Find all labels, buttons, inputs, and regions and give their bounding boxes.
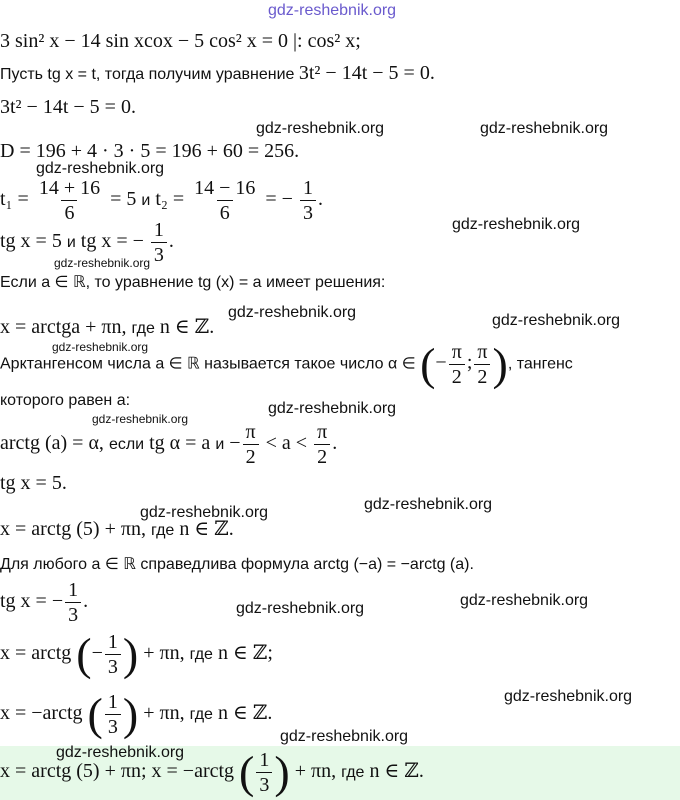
case-2-simplified: x = −arctg ( $\frac{1}{3}$ ) + πn, где n ∈ ℤ. [0, 688, 273, 740]
substitution-text: Пусть tg x = t, тогда получим уравнение [0, 66, 295, 83]
case-2-solution-fraction: $\frac{1}{3}$ [105, 630, 121, 679]
general-solution: x = arctga + πn, где n ∈ ℤ. [0, 316, 215, 338]
arctg-condition: arctg (a) = α, если tg α = a и − $\frac{\pi}{2}$ < a < $\frac{\pi}{2}$ . [0, 421, 338, 468]
watermark: gdz-reshebnik.org [256, 120, 385, 137]
watermark: gdz-reshebnik.org [228, 304, 357, 321]
solution-rule: Если a ∈ ℝ, то уравнение tg (x) = a имеет решения: [0, 274, 386, 291]
watermark: gdz-reshebnik.org [36, 160, 165, 177]
case-2-simplified-fraction: $\frac{1}{3}$ [105, 690, 121, 739]
substitution-line [0, 62, 435, 85]
watermark: gdz-reshebnik.org [280, 728, 409, 745]
watermark-top: gdz-reshebnik.org [268, 2, 397, 19]
condition-left-fraction: $\frac{\pi}{2}$ [243, 420, 259, 469]
watermark: gdz-reshebnik.org [504, 688, 633, 705]
t2-result-fraction: $\frac{1}{3}$ [300, 176, 316, 225]
t1-fraction: $\frac{14 + 16}{6}$ [38, 177, 101, 224]
definition-continuation: которого равен a: [0, 392, 131, 409]
watermark: gdz-reshebnik.org [236, 600, 365, 617]
watermark: gdz-reshebnik.org [452, 216, 581, 233]
interval-right: $\frac{\pi}{2}$ [474, 340, 490, 389]
equation-1: 3 sin² x − 14 sin xcox − 5 cos² x = 0 |: cos² x; [0, 30, 361, 52]
tangent-values: tg x = 5 и tg x = − $\frac{1}{3}$ . [0, 219, 174, 266]
t2-label: t₂ = [155, 188, 185, 211]
case-1-solution: x = arctg (5) + πn, где n ∈ ℤ. [0, 518, 234, 540]
watermark: gdz-reshebnik.org [364, 496, 493, 513]
watermark: gdz-reshebnik.org [460, 592, 589, 609]
final-answer: x = arctg (5) + πn; x = −arctg ( $\frac{1}{3}$ ) + πn, где n ∈ ℤ. [0, 746, 424, 798]
tangent-fraction: $\frac{1}{3}$ [151, 218, 167, 267]
watermark: gdz-reshebnik.org [54, 256, 151, 270]
watermark: gdz-reshebnik.org [52, 340, 149, 354]
case-2-solution: x = arctg (− $\frac{1}{3}$ ) + πn, где n ∈ ℤ; [0, 628, 273, 680]
case-1: tg x = 5. [0, 472, 67, 494]
oddness-formula: Для любого a ∈ ℝ справедлива формула arctg (−a) = −arctg (a). [0, 556, 474, 573]
roots-line: t₁ = $\frac{14 + 16}{6}$ = 5 и t₂ = $\frac{14 - 16}{6}$ = − $\frac{1}{3}$ . [0, 177, 323, 224]
quadratic-equation: 3t² − 14t − 5 = 0. [0, 96, 136, 118]
t1-label: t₁ = [0, 188, 29, 211]
t2-fraction: $\frac{14 - 16}{6}$ [194, 177, 256, 224]
arctangent-definition: Арктангенсом числа a ∈ ℝ называется такое число α ∈ (− $\frac{\pi}{2}$ ; $\frac{\pi}{2}$ ), тангенс [0, 338, 573, 390]
watermark: gdz-reshebnik.org [480, 120, 609, 137]
case-2: tg x = − $\frac{1}{3}$ . [0, 579, 89, 626]
interval-left: $\frac{\pi}{2}$ [449, 340, 465, 389]
answer-fraction: $\frac{1}{3}$ [256, 748, 272, 797]
watermark: gdz-reshebnik.org [268, 400, 397, 417]
case-2-fraction: $\frac{1}{3}$ [65, 578, 81, 627]
watermark: gdz-reshebnik.org [56, 744, 185, 761]
condition-right-fraction: $\frac{\pi}{2}$ [314, 420, 330, 469]
watermark: gdz-reshebnik.org [92, 412, 189, 426]
discriminant: D = 196 + 4 · 3 · 5 = 196 + 60 = 256. [0, 140, 300, 162]
watermark: gdz-reshebnik.org [492, 312, 621, 329]
substitution-equation: 3t² − 14t − 5 = 0. [298, 62, 435, 84]
watermark: gdz-reshebnik.org [140, 504, 269, 521]
